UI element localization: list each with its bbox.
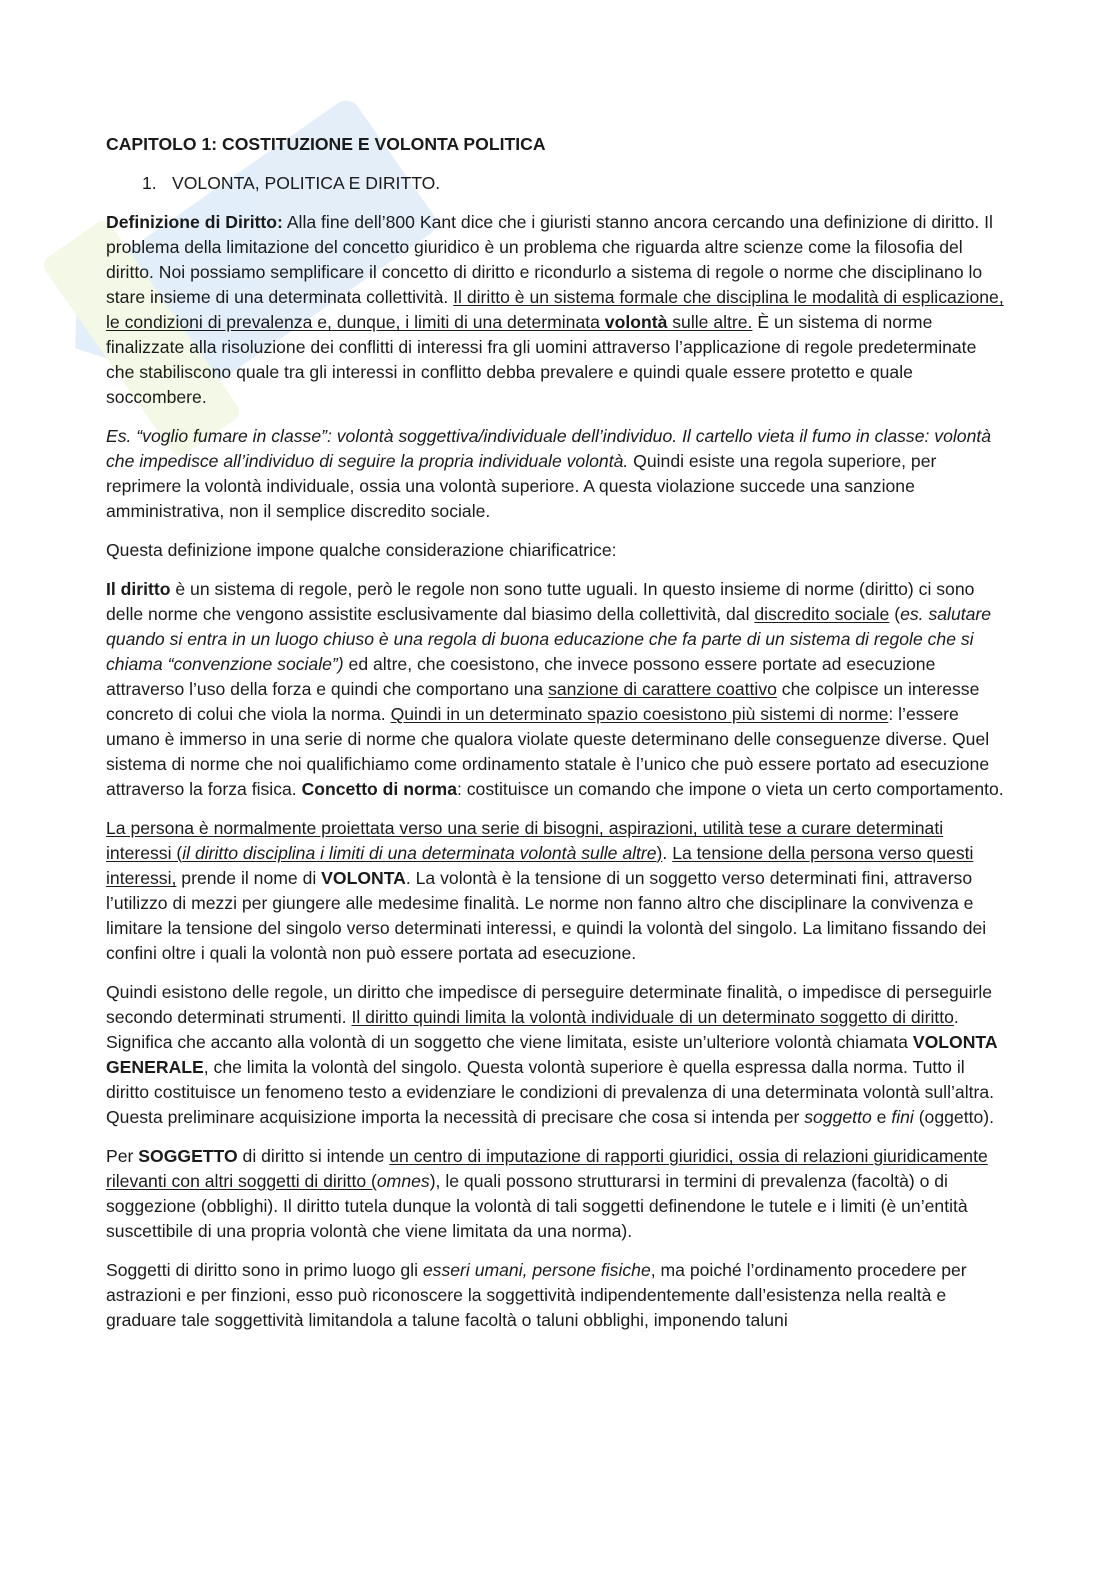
italic-text: fini: [891, 1107, 914, 1127]
paragraph-definizione: [106, 210, 1006, 410]
text-run: : costituisce un comando che impone o vieta un certo comportamento.: [456, 779, 1004, 799]
underlined-text: sanzione di carattere coattivo: [548, 679, 777, 699]
text-run: (: [889, 604, 901, 624]
text-run: sulle altre.: [667, 312, 753, 332]
underlined-text: La tensione della persona verso questi interessi,: [106, 843, 974, 888]
text-run: È un sistema di norme finalizzate alla risoluzione dei conflitti di interessi fra gli uomini attraverso l’applicazione di regole predeterminate che stabiliscono quale tra gli interessi in conflitto debba prevalere e quindi quale essere protetto e quale soccombere.: [106, 312, 977, 407]
text-run: ): [656, 843, 663, 863]
italic-text: esseri umani, persone fisiche: [422, 1260, 651, 1280]
text-run: Quindi esiste una regola superiore, per reprimere la volontà individuale, ossia una volontà superiore. A questa violazione succede una sanzione amministrativa, non il semplice discredito sociale.: [106, 451, 937, 521]
section-title: VOLONTA, POLITICA E DIRITTO.: [172, 173, 441, 193]
paragraph-il-diritto: [106, 577, 1006, 802]
paragraph-volonta-generale: [106, 980, 1006, 1130]
text-run: di diritto si intende: [237, 1146, 390, 1166]
italic-text: soggetto: [804, 1107, 872, 1127]
underlined-text: Il diritto quindi limita la volontà individuale di un determinato soggetto di diritto: [351, 1007, 954, 1027]
definition-label: Definizione di Diritto:: [106, 212, 283, 232]
paragraph-soggetto: [106, 1144, 1006, 1244]
bold-text: volontà: [604, 312, 668, 332]
text-run: . La volontà è la tensione di un soggetto verso determinati fini, attraverso l’utilizzo di mezzi per giungere alle medesime finalità. Le norme non fanno altro che disciplinare la convivenza e limitare la tensione del singolo verso determinati interessi, e quindi la volontà del singolo. La limitano fissando dei confini oltre i quali la volontà non può essere portata ad esecuzione.: [106, 868, 987, 963]
bold-text: VOLONTA GENERALE: [106, 1032, 997, 1077]
text-run: La persona è normalmente proiettata verso una serie di bisogni, aspirazioni, utilità tese a curare determinati interessi (: [106, 818, 944, 863]
text-run: Soggetti di diritto sono in primo luogo gli: [106, 1260, 423, 1280]
text-run: ed altre, che coesistono, che invece possono essere portate ad esecuzione attraverso l’uso della forza e quindi che comportano una: [106, 654, 936, 699]
bold-text: SOGGETTO: [138, 1146, 238, 1166]
text-run: è un sistema di regole, però le regole non sono tutte uguali. In questo insieme di norme (diritto) ci sono delle norme che vengono assistite esclusivamente dal biasimo della collettività, dal: [106, 579, 975, 624]
text-run: .: [662, 843, 673, 863]
text-run: Quindi esistono delle regole, un diritto che impedisce di perseguire determinate finalità, o impedisce di perseguirle secondo determinati strumenti.: [106, 982, 993, 1027]
text-run: (oggetto).: [913, 1107, 995, 1127]
italic-text: Es. “voglio fumare in classe”: volontà soggettiva/individuale dell’individuo. Il cartello vieta il fumo in classe: volontà che impedisce all’individuo di seguire la propria individuale volontà.: [106, 426, 992, 471]
italic-text: omnes: [376, 1171, 430, 1191]
italic-text: es. salutare quando si entra in un luogo chiuso è una regola di buona educazione che fa parte di un sistema di regole che si chiama “convenzione sociale”): [106, 604, 992, 674]
text-run: , che limita la volontà del singolo. Questa volontà superiore è quella espressa dalla norma. Tutto il diritto costituisce un fenomeno testo a evidenziare le condizioni di prevalenza di una determinata volontà sull’altra. Questa preliminare acquisizione importa la necessità di precisare che cosa si intenda per: [106, 1057, 995, 1127]
text-run: Alla fine dell’800 Kant dice che i giuristi stanno ancora cercando una definizione di diritto. Il problema della limitazione del concetto giuridico è un problema che riguarda altre scienze come la filosofia del diritto. Noi possiamo semplificare il concetto di diritto e ricondurlo a sistema di regole o norme che disciplinano lo stare insieme di una determinata collettività.: [106, 212, 993, 307]
text-run: un centro di imputazione di rapporti giuridici, ossia di relazioni giuridicamente rilevanti con altri soggetti di diritto (: [106, 1146, 988, 1191]
bold-text: VOLONTA: [321, 868, 406, 888]
section-number: 1.: [142, 173, 157, 193]
text-run: , ma poiché l’ordinamento procedere per astrazioni e per finzioni, esso può riconoscere la soggettività indipendentemente dall’esistenza nella realtà e graduare tale soggettività limitandola a talune facoltà o taluni obblighi, imponendo taluni: [106, 1260, 967, 1330]
text-run: . Significa che accanto alla volontà di un soggetto che viene limitata, esiste un’ulteriore volontà chiamata: [106, 1007, 959, 1052]
paragraph-considerazione: Questa definizione impone qualche considerazione chiarificatrice:: [106, 540, 617, 560]
paragraph-volonta: [106, 816, 1006, 966]
document-page: [106, 132, 1006, 1347]
paragraph-esempio: [106, 424, 1006, 524]
text-run: Per: [106, 1146, 139, 1166]
italic-text: il diritto disciplina i limiti di una determinata volontà sulle altre: [182, 843, 657, 863]
text-run: : l’essere umano è immerso in una serie di norme che qualora violate queste determinano delle conseguenze diverse. Quel sistema di norme che noi qualifichiamo come ordinamento statale è l’unico che può essere portato ad esecuzione attraverso la forza fisica.: [106, 704, 990, 799]
text-run: che colpisce un interesse concreto di colui che viola la norma.: [106, 679, 980, 724]
chapter-title: CAPITOLO 1: COSTITUZIONE E VOLONTA POLITICA: [106, 134, 546, 154]
text-run: e: [871, 1107, 892, 1127]
underlined-text: Quindi in un determinato spazio coesistono più sistemi di norme: [390, 704, 889, 724]
bold-text: Concetto di norma: [301, 779, 457, 799]
paragraph-soggetti-di-diritto: [106, 1258, 1006, 1333]
bold-text: Il diritto: [106, 579, 171, 599]
section-heading: [106, 171, 1006, 196]
text-run: ), le quali possono strutturarsi in termini di prevalenza (facoltà) o di soggezione (obblighi). Il diritto tutela dunque la volontà di tali soggetti definendone le tutele e i limiti (è un’entità suscettibile di una propria volontà che viene limitata da una norma).: [106, 1171, 968, 1241]
underlined-text: discredito sociale: [754, 604, 890, 624]
text-run: prende il nome di: [176, 868, 322, 888]
text-run: Il diritto è un sistema formale che disciplina le modalità di esplicazione, le condizioni di prevalenza e, dunque, i limiti di una determinata: [106, 287, 1004, 332]
